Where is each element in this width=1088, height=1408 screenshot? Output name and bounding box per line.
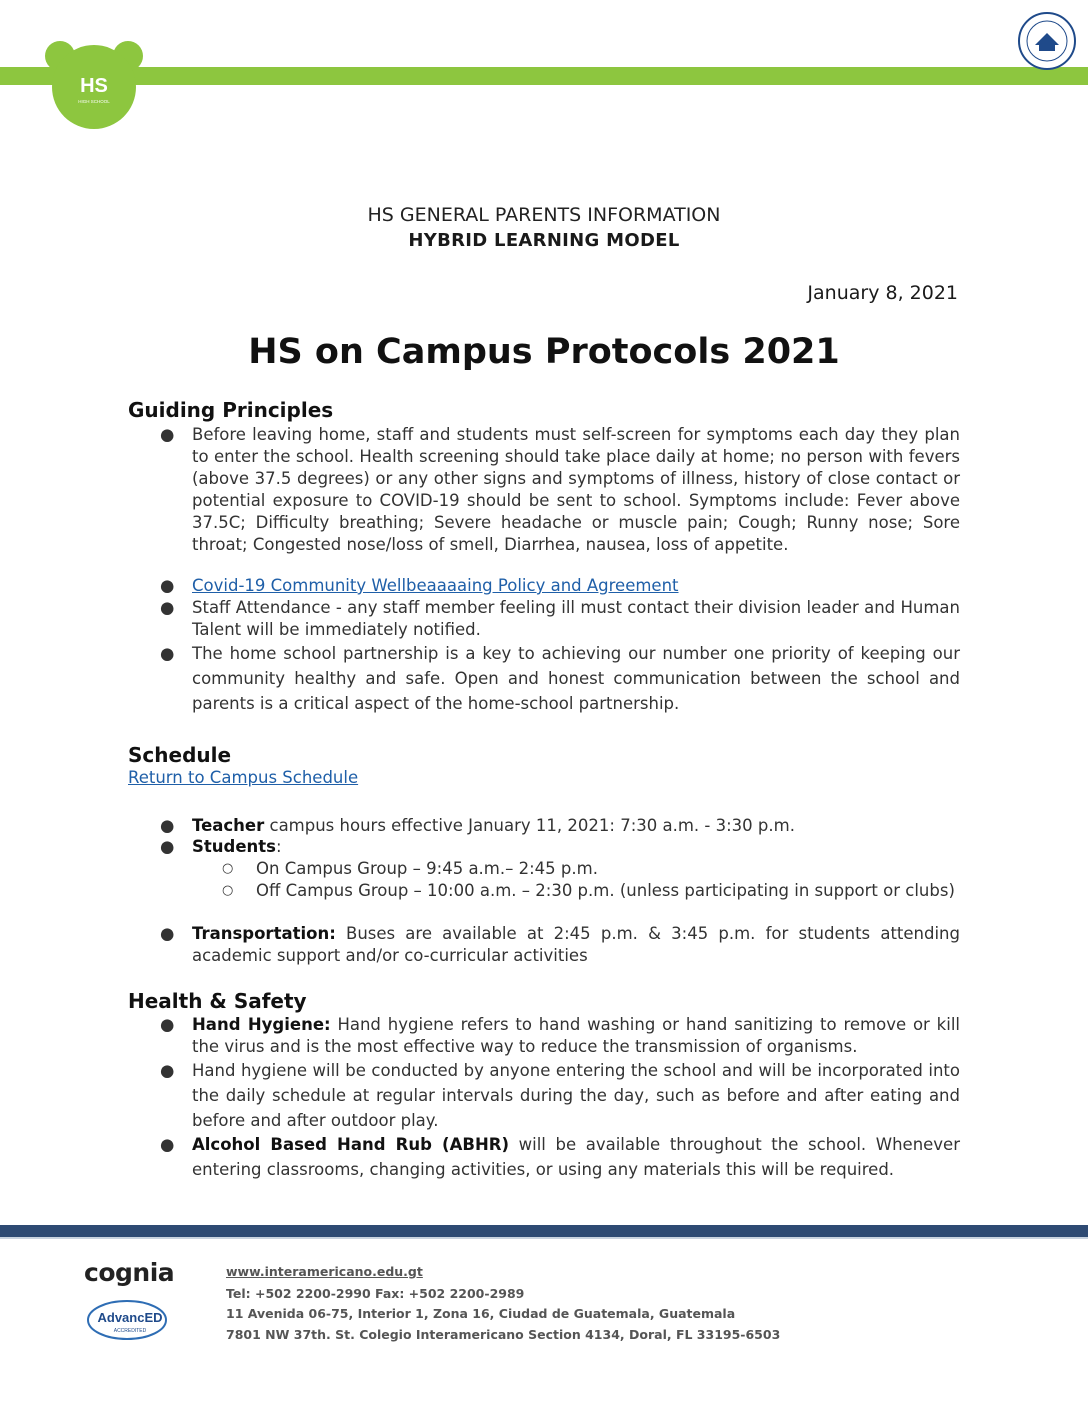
footer-address-guatemala: 11 Avenida 06-75, Interior 1, Zona 16, Ciudad de Guatemala, Guatemala [226,1306,736,1321]
school-seal-logo [1017,11,1077,71]
campus-schedule-link[interactable]: Return to Campus Schedule [128,768,359,787]
hollow-bullet-icon: ○ [222,861,234,876]
transportation-label: Transportation: [192,924,336,943]
students-colon: : [275,837,282,856]
footer-rule-light [0,1237,1088,1239]
bullet-icon: ● [160,1015,175,1034]
list-item [160,424,960,556]
footer-rule [0,1225,1088,1237]
list-item-text: Hand hygiene will be conducted by anyone entering the school and will be incorporated into the daily schedule at regular intervals during the day, such as before and after eating and before and after outdoor play. [192,1061,960,1130]
bullet-icon: ● [160,924,175,943]
list-item-text: Staff Attendance - any staff member feeling ill must contact their division leader and Human Talent will be immediately notified. [192,598,960,639]
list-item [160,1058,960,1133]
accredited-text: ACCREDITED [113,1328,147,1334]
list-item [160,1014,960,1058]
header-green-bar [0,67,1088,85]
footer-website-link[interactable]: www.interamericano.edu.gt [226,1264,423,1279]
section-heading-guiding: Guiding Principles [128,398,334,422]
bullet-icon: ● [160,425,175,444]
list-item [160,641,960,716]
page-title: HS on Campus Protocols 2021 [248,332,840,372]
sub-list-item [222,858,960,880]
list-item [160,923,960,967]
hollow-bullet-icon: ○ [222,883,234,898]
bullet-icon: ● [160,837,175,856]
bullet-icon: ● [160,1135,175,1154]
transportation-text: Buses are available at 2:45 p.m. & 3:45 p.m. for students attending academic support and/or co-curricular activities [192,924,960,965]
sub-list-item [222,880,960,902]
hand-hygiene-text: Hand hygiene refers to hand washing or hand sanitizing to remove or kill the virus and is the most effective way to reduce the transmission of organisms. [192,1015,960,1056]
sub-list-item-text: Off Campus Group – 10:00 a.m. – 2:30 p.m. (unless participating in support or clubs) [256,881,955,900]
advanced-accredited-logo [86,1299,168,1341]
section-heading-health: Health & Safety [128,989,307,1013]
document-subtitle: HYBRID LEARNING MODEL [408,230,680,251]
footer-address-doral: 7801 NW 37th. St. Colegio Interamericano Section 4134, Doral, FL 33195-6503 [226,1327,781,1342]
abhr-label: Alcohol Based Hand Rub (ABHR) [192,1135,509,1154]
bullet-icon: ● [160,598,175,617]
bullet-icon: ● [160,576,175,595]
bullet-icon: ● [160,816,175,835]
badge-text: HS [80,75,108,97]
students-label: Students [192,837,276,856]
list-item-text: Before leaving home, staff and students must self-screen for symptoms each day they plan to enter the school. Health screening should take place daily at home; no person with fevers (above 37.5 degrees) or any other signs and symptoms of illness, history of close contact or potential exposure to COVID-19 should be sent to school. Symptoms include: Fever above 37.5C; Difficulty breathing; Severe headache or muscle pain; Cough; Runny nose; Sore throat; Congested nose/loss of smell, Diarrhea, nausea, loss of appetite. [192,425,960,554]
list-item [160,597,960,641]
document-kicker: HS GENERAL PARENTS INFORMATION [367,204,721,226]
hand-hygiene-label: Hand Hygiene: [192,1015,331,1034]
sub-list-item-text: On Campus Group – 9:45 a.m.– 2:45 p.m. [256,859,598,878]
list-item [160,815,960,837]
badge-subtext: HIGH SCHOOL [78,99,110,104]
footer-phone: Tel: +502 2200-2990 Fax: +502 2200-2989 [226,1286,525,1301]
teacher-label: Teacher [192,816,265,835]
bullet-icon: ● [160,644,175,663]
cognia-logo: cognia [84,1258,175,1287]
bullet-icon: ● [160,1061,175,1080]
section-heading-schedule: Schedule [128,743,232,767]
list-item [160,1132,960,1182]
advanced-text: AdvancED [97,1310,163,1325]
list-item-text: The home school partnership is a key to achieving our number one priority of keeping our community healthy and safe. Open and honest communication between the school and parents is a critical aspect of the home-school partnership. [192,644,960,713]
abhr-text: will be available throughout the school. Whenever entering classrooms, changing activities, or using any materials this will be required. [192,1135,960,1179]
list-item [160,836,960,858]
wellbeing-policy-link[interactable]: Covid-19 Community Wellbeaaaaing Policy and Agreement [192,576,679,595]
hs-badge-logo [44,38,144,130]
document-date: January 8, 2021 [807,282,958,304]
list-item [160,575,960,597]
teacher-hours-text: campus hours effective January 11, 2021: 7:30 a.m. - 3:30 p.m. [264,816,795,835]
